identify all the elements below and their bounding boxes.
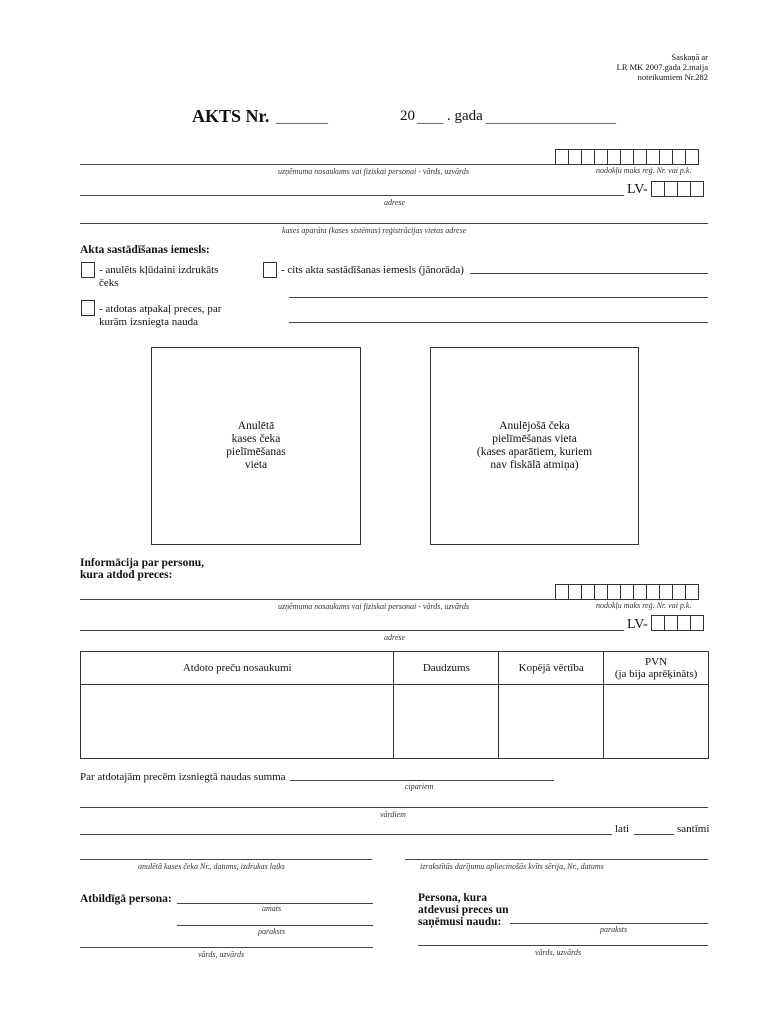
payment-words-caption: vārdiem	[380, 810, 406, 819]
reason-checkbox-1[interactable]	[81, 262, 95, 278]
reason-option-1: - anulēts kļūdaini izdrukāts čeks	[99, 264, 219, 289]
santimi-label: santīmi	[677, 823, 710, 835]
date-blank: ____________________	[486, 110, 616, 125]
company-lv-label: LV-	[627, 182, 648, 197]
year-prefix: 20	[400, 108, 415, 124]
cell-quantity[interactable]	[394, 685, 499, 759]
responsible-person-label: Atbildīgā persona:	[80, 893, 172, 905]
akts-number-blank: ________	[276, 110, 328, 125]
receiver-signature-caption: paraksts	[600, 925, 628, 934]
payment-label: Par atdotajām precēm izsniegtā naudas summa	[80, 771, 286, 783]
person-lv-label: LV-	[627, 617, 648, 632]
payment-words-line-2[interactable]	[80, 834, 612, 835]
person-postcode-cells[interactable]	[652, 615, 704, 631]
reason-option-3: - cits akta sastādīšanas iemesls (jānorāda)	[281, 264, 464, 276]
company-reg-caption: nodokļu maks reģ. Nr. vai p.k.	[596, 166, 692, 175]
payment-digits-caption: cipariem	[405, 782, 434, 791]
col-goods-name: Atdoto preču nosaukumi	[81, 652, 394, 685]
annulling-receipt-box	[430, 347, 639, 545]
document-info-caption: izrakstītās darījumu apliecinošās kvīts sērija, Nr., datums	[420, 862, 604, 871]
register-address-caption: kases aparāta (kases sistēmas) reģistrācijas vietas adrese	[282, 226, 467, 235]
register-address-line[interactable]	[80, 223, 708, 224]
header-note-line1: Saskaņā ar	[671, 52, 708, 62]
payment-words-line-1[interactable]	[80, 807, 708, 808]
reason-checkbox-2[interactable]	[81, 300, 95, 316]
year-blank: ____	[417, 110, 443, 125]
reason-checkbox-3[interactable]	[263, 262, 277, 278]
returned-goods-table	[80, 651, 709, 759]
payment-digits-line[interactable]	[290, 780, 554, 781]
reason-other-line-3[interactable]	[289, 322, 708, 323]
person-name-caption: uzņēmuma nosaukums vai fiziskai personai - vārds, uzvārds	[278, 602, 469, 611]
person-address-line[interactable]	[80, 630, 624, 631]
company-reg-cells[interactable]	[556, 149, 699, 165]
receiver-name-line[interactable]	[418, 945, 708, 946]
reason-other-line-2[interactable]	[289, 297, 708, 298]
annulled-receipt-box	[151, 347, 361, 545]
annulling-receipt-label: Anulējošā čeka pielīmēšanas vieta (kases aparātiem, kuriem nav fiskālā atmiņa)	[476, 420, 593, 471]
cell-total-value[interactable]	[499, 685, 604, 759]
responsible-name-line[interactable]	[80, 947, 373, 948]
person-heading: Informācija par personu, kura atdod preces:	[80, 557, 205, 581]
gada-label: . gada	[447, 108, 483, 124]
cell-vat[interactable]	[604, 685, 709, 759]
company-postcode-cells[interactable]	[652, 181, 704, 197]
company-name-caption: uzņēmuma nosaukums vai fiziskai personai - vārds, uzvārds	[278, 167, 469, 176]
document-info-line[interactable]	[405, 859, 708, 860]
responsible-signature-caption: paraksts	[258, 927, 286, 936]
col-total-value: Kopējā vērtība	[499, 652, 604, 685]
reason-option-2: - atdotas atpakaļ preces, par kurām izsniegta nauda	[99, 303, 222, 328]
header-note	[617, 52, 708, 82]
responsible-name-caption: vārds, uzvārds	[198, 950, 245, 959]
annulled-receipt-label: Anulētā kases čeka pielīmēšanas vieta	[226, 420, 286, 471]
lati-label: lati	[615, 823, 630, 835]
person-address-caption: adrese	[384, 633, 406, 642]
reason-heading: Akta sastādīšanas iemesls:	[80, 244, 210, 256]
position-caption: amats	[262, 904, 282, 913]
person-reg-cells[interactable]	[556, 584, 699, 600]
person-reg-caption: nodokļu maks reģ. Nr. vai p.k.	[596, 601, 692, 610]
receiver-name-caption: vārds, uzvārds	[535, 948, 582, 957]
reason-other-line-1[interactable]	[470, 273, 708, 274]
company-address-caption: adrese	[384, 198, 406, 207]
receipt-info-line[interactable]	[80, 859, 372, 860]
santimi-line[interactable]	[634, 834, 674, 835]
receipt-info-caption: anulētā kases čeka Nr., datums, izdrukas laiks	[138, 862, 285, 871]
cell-goods-name[interactable]	[81, 685, 394, 759]
col-quantity: Daudzums	[394, 652, 499, 685]
person-name-line[interactable]	[80, 599, 555, 600]
receiver-signature-line[interactable]	[510, 923, 708, 924]
company-address-line[interactable]	[80, 195, 624, 196]
col-vat: PVN (ja bija aprēķināts)	[604, 652, 709, 685]
company-name-line[interactable]	[80, 164, 555, 165]
header-note-line3: noteikumiem Nr.282	[637, 72, 708, 82]
receiver-label: Persona, kura atdevusi preces un saņēmusi naudu:	[418, 892, 509, 928]
header-note-line2: LR MK 2007.gada 2.maija	[616, 62, 708, 72]
responsible-signature-line[interactable]	[177, 925, 373, 926]
akts-title: AKTS Nr.	[192, 106, 270, 126]
